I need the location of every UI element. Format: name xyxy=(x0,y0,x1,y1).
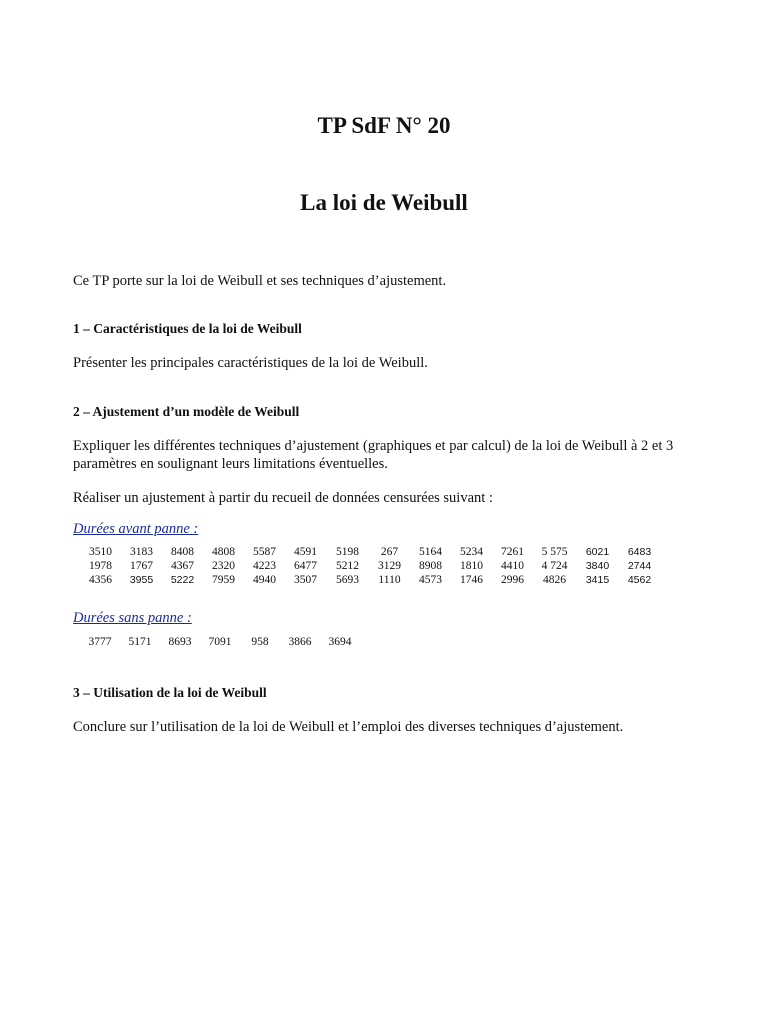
table-cell: 5234 xyxy=(460,546,483,558)
table-cell: 4 724 xyxy=(541,560,568,572)
table-cell: 3866 xyxy=(288,636,312,648)
table-cell: 6021 xyxy=(585,546,610,558)
table-cell: 5171 xyxy=(128,636,152,648)
table-cell: 3415 xyxy=(585,574,610,586)
section-1-text: Présenter les principales caractéristiques de la loi de Weibull. xyxy=(73,355,428,371)
table-cell: 5693 xyxy=(336,574,359,586)
censored-times-caption: Durées sans panne : xyxy=(73,610,192,626)
section-2-instruction: Réaliser un ajustement à partir du recueil de données censurées suivant : xyxy=(73,490,493,506)
table-cell: 5 575 xyxy=(541,546,568,558)
table-cell: 3507 xyxy=(294,574,317,586)
table-cell: 1767 xyxy=(130,560,153,572)
table-cell: 8693 xyxy=(168,636,192,648)
table-cell: 2996 xyxy=(501,574,524,586)
table-cell: 1746 xyxy=(460,574,483,586)
table-cell: 4410 xyxy=(501,560,524,572)
section-2-heading: 2 – Ajustement d’un modèle de Weibull xyxy=(73,404,300,419)
section-3-text: Conclure sur l’utilisation de la loi de Weibull et l’emploi des diverses techniques d’ajustement. xyxy=(73,719,624,735)
table-cell: 3183 xyxy=(130,546,153,558)
table-cell: 1110 xyxy=(378,574,401,586)
table-cell: 267 xyxy=(380,546,399,558)
table-cell: 4356 xyxy=(89,574,112,586)
intro-paragraph: Ce TP porte sur la loi de Weibull et ses techniques d’ajustement. xyxy=(73,273,447,289)
table-cell: 8908 xyxy=(419,560,442,572)
table-cell: 4808 xyxy=(212,546,235,558)
failure-times-caption: Durées avant panne : xyxy=(73,521,199,537)
table-cell: 3955 xyxy=(129,574,154,586)
table-cell: 2320 xyxy=(212,560,235,572)
table-cell: 1810 xyxy=(460,560,483,572)
table-cell: 4826 xyxy=(543,574,566,586)
failure-times-table xyxy=(80,545,660,587)
table-cell: 3510 xyxy=(89,546,112,558)
table-cell: 1978 xyxy=(89,560,112,572)
table-cell: 4591 xyxy=(294,546,317,558)
table-cell: 7959 xyxy=(212,574,235,586)
section-1-heading: 1 – Caractéristiques de la loi de Weibull xyxy=(73,321,302,336)
table-cell: 6483 xyxy=(627,546,652,558)
table-row xyxy=(80,573,660,587)
table-cell: 4940 xyxy=(253,574,276,586)
table-cell: 3694 xyxy=(328,636,352,648)
table-row xyxy=(80,559,660,573)
table-cell: 8408 xyxy=(171,546,194,558)
table-cell: 5212 xyxy=(336,560,359,572)
censored-times-table xyxy=(80,635,360,649)
table-cell: 6477 xyxy=(294,560,317,572)
table-cell: 2744 xyxy=(627,560,652,572)
table-cell: 958 xyxy=(251,636,269,648)
table-cell: 4562 xyxy=(627,574,652,586)
table-cell: 5587 xyxy=(253,546,276,558)
table-row xyxy=(80,545,660,559)
document-title: TP SdF N° 20 xyxy=(317,113,451,138)
table-cell: 4367 xyxy=(171,560,194,572)
table-cell: 4223 xyxy=(253,560,276,572)
table-cell: 5222 xyxy=(170,574,195,586)
table-cell: 3840 xyxy=(585,560,610,572)
table-cell: 4573 xyxy=(419,574,442,586)
table-row xyxy=(80,635,360,649)
table-cell: 7091 xyxy=(208,636,232,648)
table-cell: 3129 xyxy=(378,560,401,572)
section-3-heading: 3 – Utilisation de la loi de Weibull xyxy=(73,685,267,700)
table-cell: 7261 xyxy=(501,546,524,558)
table-cell: 5198 xyxy=(336,546,359,558)
section-2-text: Expliquer les différentes techniques d’ajustement (graphiques et par calcul) de la loi de Weibull à 2 et 3 paramètres en soulignant leurs limitations éventuelles. xyxy=(73,438,674,472)
table-cell: 3777 xyxy=(88,636,112,648)
table-cell: 5164 xyxy=(419,546,442,558)
document-subtitle: La loi de Weibull xyxy=(300,190,468,215)
